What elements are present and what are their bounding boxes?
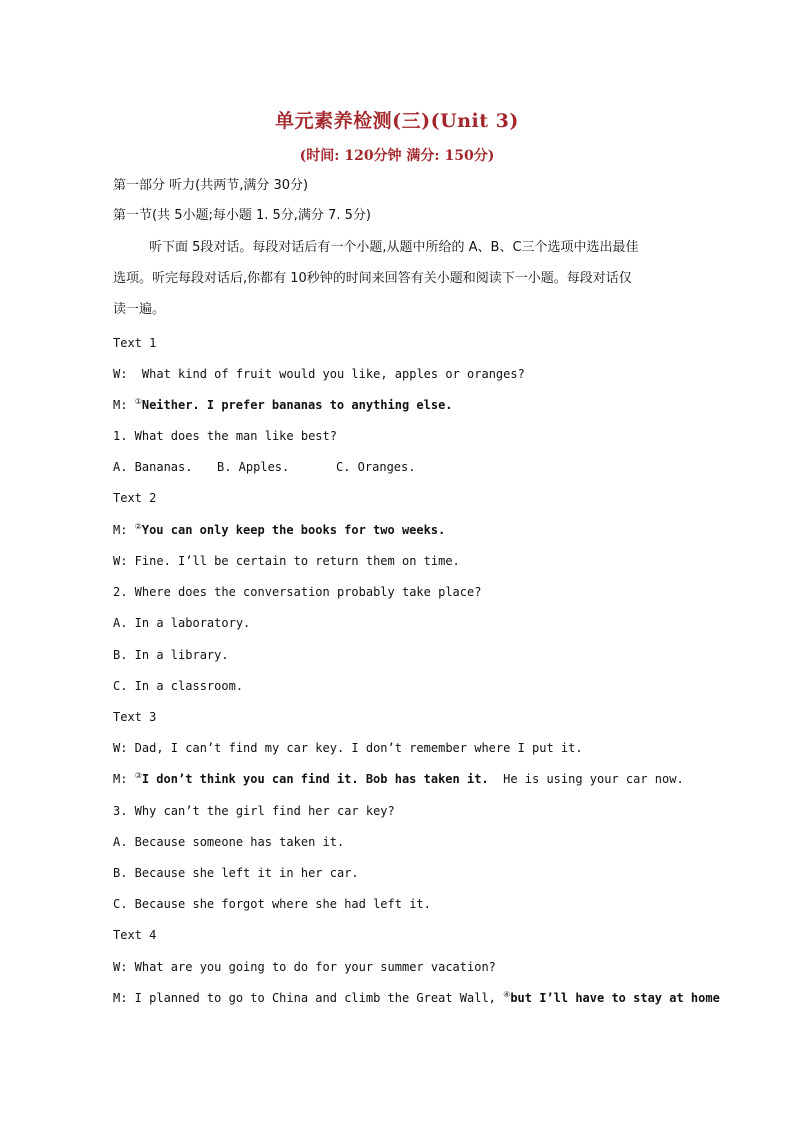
- option-b: B. Because she left it in her car.: [113, 866, 359, 880]
- text-2-woman-line: W: Fine. I’ll be certain to return them on time.: [113, 554, 460, 568]
- option-c: C. Because she forgot where she had left it.: [113, 897, 431, 911]
- note-marker: ④: [503, 990, 511, 999]
- dialogue-text: He is using your car now.: [503, 772, 684, 786]
- text-1-woman-line: [113, 365, 693, 383]
- instruction-line-2: 选项。听完每段对话后,你都有 10秒钟的时间来回答有关小题和阅读下一小题。每段对话仅: [113, 271, 632, 286]
- key-sentence: Neither. I prefer bananas to anything else.: [141, 398, 453, 412]
- instruction-line-1: 听下面 5段对话。每段对话后有一个小题,从题中所给的 A、B、C三个选项中选出最佳: [149, 240, 639, 255]
- instruction-line-3: 读一遍。: [113, 302, 166, 317]
- key-sentence: I don’t think you can find it. Bob has taken it.: [141, 772, 489, 786]
- text-1-man-line: [113, 396, 693, 414]
- question-1: 1. What does the man like best?: [113, 429, 337, 443]
- text-4-woman-line: W: What are you going to do for your summer vacation?: [113, 960, 496, 974]
- text-4-man-line: [113, 989, 720, 1007]
- speaker-m: M:: [113, 523, 128, 537]
- text-2-label: Text 2: [113, 491, 157, 505]
- dialogue-text: What kind of fruit would you like, apples or oranges?: [141, 367, 525, 381]
- option-a: A. In a laboratory.: [113, 616, 251, 630]
- option-b: B. Apples.: [217, 460, 290, 474]
- dialogue-text: M: I planned to go to China and climb the Great Wall,: [113, 991, 496, 1005]
- note-marker: ①: [134, 397, 142, 406]
- text-4-label: Text 4: [113, 928, 157, 942]
- text-3-label: Text 3: [113, 710, 157, 724]
- option-a: A. Bananas.: [113, 460, 193, 474]
- text-2-man-line: [113, 521, 693, 539]
- option-c: C. Oranges.: [336, 460, 416, 474]
- text-1-label: Text 1: [113, 336, 157, 350]
- page-title: 单元素养检测(三)(Unit 3): [275, 110, 519, 132]
- section-heading: 第一节(共 5小题;每小题 1. 5分,满分 7. 5分): [113, 208, 371, 223]
- key-sentence: You can only keep the books for two weeks.: [141, 523, 446, 537]
- part-heading: 第一部分 听力(共两节,满分 30分): [113, 178, 309, 193]
- question-3: 3. Why can’t the girl find her car key?: [113, 804, 395, 818]
- option-c: C. In a classroom.: [113, 679, 244, 693]
- option-a: A. Because someone has taken it.: [113, 835, 345, 849]
- text-3-man-line: [113, 770, 693, 788]
- exam-info: (时间: 120分钟 满分: 150分): [299, 148, 495, 164]
- key-sentence: but I’ll have to stay at home: [510, 991, 720, 1005]
- question-1-options: [113, 458, 693, 476]
- text-3-woman-line: W: Dad, I can’t find my car key. I don’t remember where I put it.: [113, 741, 583, 755]
- question-2: 2. Where does the conversation probably take place?: [113, 585, 482, 599]
- option-b: B. In a library.: [113, 648, 229, 662]
- speaker-w: W:: [113, 367, 128, 381]
- speaker-m: M:: [113, 772, 128, 786]
- note-marker: ③: [134, 771, 142, 780]
- note-marker: ②: [134, 522, 142, 531]
- speaker-m: M:: [113, 398, 128, 412]
